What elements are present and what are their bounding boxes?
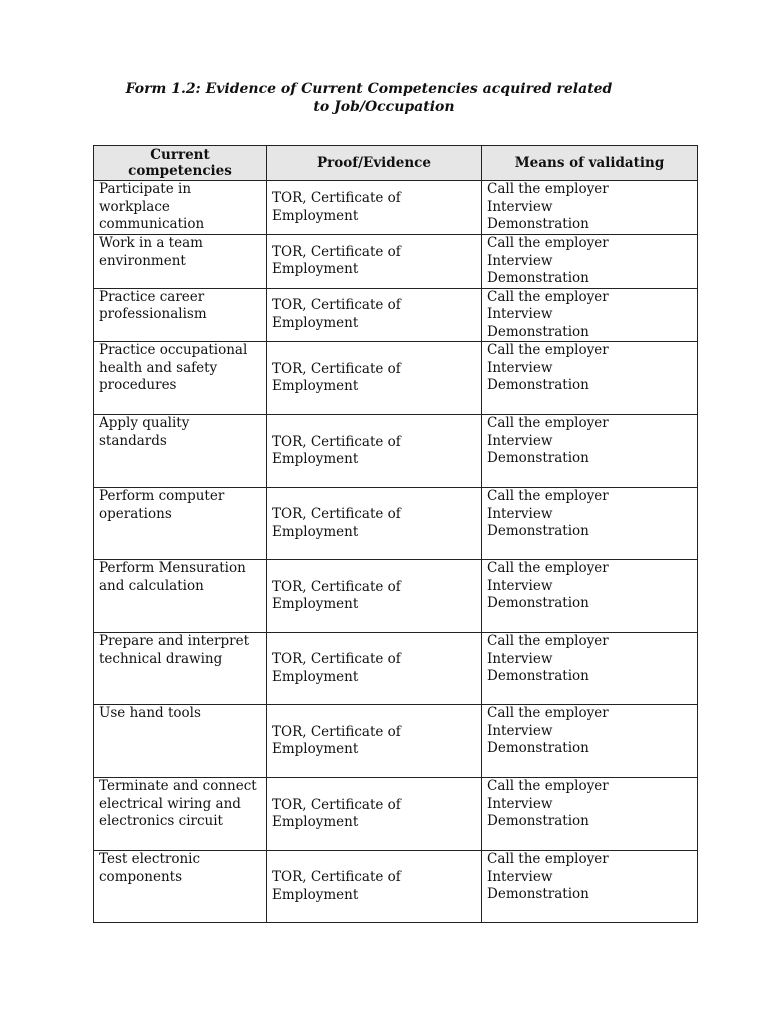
means-item: Demonstration — [487, 523, 589, 539]
proof-cell: TOR, Certificate of Employment — [267, 705, 482, 778]
competency-cell: Work in a team environment — [94, 235, 267, 289]
table-row — [94, 235, 698, 289]
means-item: Demonstration — [487, 886, 589, 902]
means-item: Interview — [487, 306, 553, 322]
competency-cell: Use hand tools — [94, 705, 267, 778]
means-item: Call the employer — [487, 633, 609, 649]
means-cell — [482, 851, 698, 923]
means-item: Call the employer — [487, 288, 609, 305]
means-item: Demonstration — [487, 740, 589, 756]
means-cell — [482, 415, 698, 488]
table-row — [94, 342, 698, 415]
proof-cell: TOR, Certificate of Employment — [267, 560, 482, 633]
means-item: Call the employer — [487, 778, 609, 794]
table-row — [94, 181, 698, 235]
means-cell — [482, 705, 698, 778]
means-item: Interview — [487, 868, 553, 885]
proof-cell: TOR, Certificate of Employment — [267, 633, 482, 705]
table-row — [94, 705, 698, 778]
proof-cell: TOR, Certificate of Employment — [267, 415, 482, 488]
means-item: Interview — [487, 198, 553, 215]
means-item: Demonstration — [487, 450, 589, 466]
means-cell — [482, 181, 698, 235]
form-title-line-1: Form 1.2: Evidence of Current Competencies acquired related — [125, 81, 613, 97]
competency-cell: Perform Mensuration and calculation — [94, 560, 267, 633]
header-means-of-validating: Means of validating — [482, 146, 698, 181]
table-row — [94, 633, 698, 705]
means-item: Interview — [487, 795, 553, 812]
means-cell — [482, 633, 698, 705]
means-item: Demonstration — [487, 595, 589, 611]
means-item: Demonstration — [487, 668, 589, 684]
means-item: Interview — [487, 505, 553, 522]
means-item: Demonstration — [487, 270, 589, 286]
means-item: Interview — [487, 252, 553, 269]
table-row — [94, 288, 698, 342]
proof-cell: TOR, Certificate of Employment — [267, 342, 482, 415]
means-item: Interview — [487, 577, 553, 594]
table-row — [94, 851, 698, 923]
means-cell — [482, 488, 698, 560]
proof-cell: TOR, Certificate of Employment — [267, 778, 482, 851]
means-cell — [482, 288, 698, 342]
means-cell — [482, 778, 698, 851]
means-item: Interview — [487, 432, 553, 449]
means-item: Call the employer — [487, 851, 609, 867]
means-item: Call the employer — [487, 488, 609, 504]
table-row — [94, 778, 698, 851]
means-cell — [482, 342, 698, 415]
proof-cell: TOR, Certificate of Employment — [267, 851, 482, 923]
competency-cell: Perform computer operations — [94, 488, 267, 560]
means-cell — [482, 235, 698, 289]
proof-cell: TOR, Certificate of Employment — [267, 235, 482, 289]
competency-cell: Practice occupational health and safety procedures — [94, 342, 267, 415]
table-row — [94, 560, 698, 633]
proof-cell: TOR, Certificate of Employment — [267, 181, 482, 235]
means-item: Interview — [487, 722, 553, 739]
means-item: Call the employer — [487, 415, 609, 431]
form-title — [0, 80, 768, 116]
header-proof-evidence: Proof/Evidence — [267, 146, 482, 181]
means-item: Call the employer — [487, 560, 609, 576]
means-item: Call the employer — [487, 342, 609, 358]
header-row — [94, 146, 698, 181]
means-item: Interview — [487, 359, 553, 376]
proof-cell: TOR, Certificate of Employment — [267, 288, 482, 342]
competency-cell: Prepare and interpret technical drawing — [94, 633, 267, 705]
means-item: Demonstration — [487, 813, 589, 829]
means-item: Call the employer — [487, 705, 609, 721]
evidence-table — [93, 145, 698, 923]
header-current-competencies: Current competencies — [94, 146, 267, 181]
means-item: Call the employer — [487, 235, 609, 251]
competency-cell: Practice career professionalism — [94, 288, 267, 342]
table-row — [94, 415, 698, 488]
competency-cell: Terminate and connect electrical wiring and electronics circuit — [94, 778, 267, 851]
means-item: Demonstration — [487, 323, 589, 340]
means-item: Demonstration — [487, 377, 589, 393]
means-cell — [482, 560, 698, 633]
form-title-line-2: to Job/Occupation — [313, 99, 455, 115]
competency-cell: Apply quality standards — [94, 415, 267, 488]
means-item: Call the employer — [487, 181, 609, 197]
table-body — [94, 181, 698, 923]
means-item: Demonstration — [487, 216, 589, 232]
proof-cell: TOR, Certificate of Employment — [267, 488, 482, 560]
competency-cell: Participate in workplace communication — [94, 181, 267, 235]
competency-cell: Test electronic components — [94, 851, 267, 923]
table-row — [94, 488, 698, 560]
means-item: Interview — [487, 650, 553, 667]
